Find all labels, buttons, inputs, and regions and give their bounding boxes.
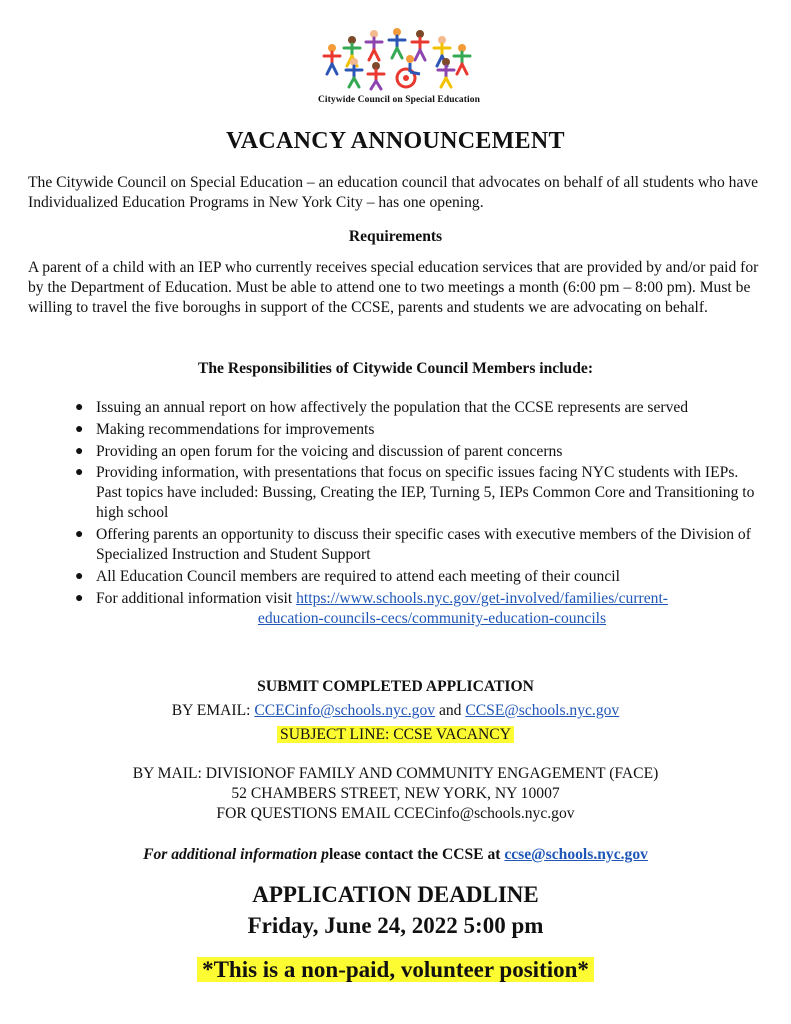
mail-line-2: 52 CHAMBERS STREET, NEW YORK, NY 10007 xyxy=(231,785,560,802)
email-link-ccecinfo[interactable]: CCECinfo@schools.nyc.gov xyxy=(254,702,436,719)
bullet-icon: ● xyxy=(75,465,84,481)
figure-1 xyxy=(324,44,340,74)
responsibilities-heading: The Responsibilities of Citywide Council Members include: xyxy=(197,360,594,377)
bullet-icon: ● xyxy=(75,421,84,437)
list-item-text: Making recommendations for improvements xyxy=(96,420,375,438)
logo-caption: Citywide Council on Special Education xyxy=(317,95,481,105)
list-item-text: Providing information, with presentations that focus on specific issues facing NYC students with IEPs. Past topics have included: Bussing, Creating the IEP, Turning 5, IEPs Common Core and Transitioning to high school xyxy=(96,464,755,522)
bullet-icon: ● xyxy=(75,443,84,459)
volunteer-note-text: *This is a non-paid, volunteer position* xyxy=(197,957,594,982)
contact-line xyxy=(0,846,791,864)
list-item xyxy=(75,525,768,565)
figure-7 xyxy=(454,44,470,74)
figure-10 xyxy=(368,62,384,89)
bullet-icon: ● xyxy=(75,527,84,543)
submit-heading: SUBMIT COMPLETED APPLICATION xyxy=(257,678,534,695)
email-link-ccse[interactable]: CCSE@schools.nyc.gov xyxy=(465,702,620,719)
and-text: and xyxy=(435,702,466,719)
submit-section xyxy=(0,677,791,745)
list-item xyxy=(75,567,768,587)
deadline-date: Friday, June 24, 2022 5:00 pm xyxy=(247,913,544,938)
list-item xyxy=(75,420,768,440)
bullet-icon: ● xyxy=(75,568,84,584)
deadline-heading: APPLICATION DEADLINE xyxy=(252,882,539,907)
page-title: VACANCY ANNOUNCEMENT xyxy=(226,128,565,154)
figure-3 xyxy=(366,30,382,60)
intro-paragraph: The Citywide Council on Special Education – an education council that advocates on behalf of all students who have Individualized Education Programs in New York City – has one opening. xyxy=(28,174,759,211)
requirements-paragraph: A parent of a child with an IEP who currently receives special education services that are provided by and/or paid for by the Department of Education. Must be able to attend one to two meetings a month (6:00 pm – 8:00 pm). Must be willing to travel the five boroughs in support of the CCSE, parents and students we are advocating on behalf. xyxy=(28,259,759,316)
list-item-info xyxy=(75,589,768,629)
info-prefix: For additional information visit xyxy=(96,589,297,607)
volunteer-note xyxy=(0,957,791,983)
mail-line-3: FOR QUESTIONS EMAIL CCECinfo@schools.nyc.gov xyxy=(216,805,575,822)
contact-text: lease contact the CCSE at xyxy=(328,846,505,863)
requirements-heading: Requirements xyxy=(348,228,443,245)
council-logo xyxy=(294,26,504,110)
mail-section xyxy=(0,764,791,824)
info-link-line1[interactable]: https://www.schools.nyc.gov/get-involved/families/current- xyxy=(296,589,668,607)
list-item xyxy=(75,463,768,523)
list-item-text: Issuing an annual report on how affectively the population that the CCSE represents are served xyxy=(96,399,689,416)
mail-line-1: BY MAIL: DIVISIONOF FAMILY AND COMMUNITY ENGAGEMENT (FACE) xyxy=(132,765,659,782)
by-email-label: BY EMAIL: xyxy=(171,702,255,719)
subject-line: SUBJECT LINE: CCSE VACANCY xyxy=(277,726,514,743)
figure-4 xyxy=(389,28,405,58)
submit-email-line xyxy=(0,701,791,721)
contact-email-link[interactable]: ccse@schools.nyc.gov xyxy=(504,846,648,863)
list-item xyxy=(75,398,768,418)
contact-italic: For additional information p xyxy=(143,846,329,863)
children-circle-graphic xyxy=(294,26,504,96)
responsibilities-list xyxy=(75,398,768,629)
list-item-text: Offering parents an opportunity to discuss their specific cases with executive members of the Division of Specialized Instruction and Student Support xyxy=(96,526,751,564)
list-item xyxy=(75,442,768,462)
list-item-text: Providing an open forum for the voicing and discussion of parent concerns xyxy=(96,442,563,460)
bullet-icon: ● xyxy=(75,400,84,415)
figure-5 xyxy=(412,30,428,60)
list-item-text: All Education Council members are required to attend each meeting of their council xyxy=(96,567,620,585)
subject-line-row xyxy=(0,725,791,745)
info-link-line2[interactable]: education-councils-cecs/community-education-councils xyxy=(257,609,607,627)
bullet-icon: ● xyxy=(75,590,84,606)
